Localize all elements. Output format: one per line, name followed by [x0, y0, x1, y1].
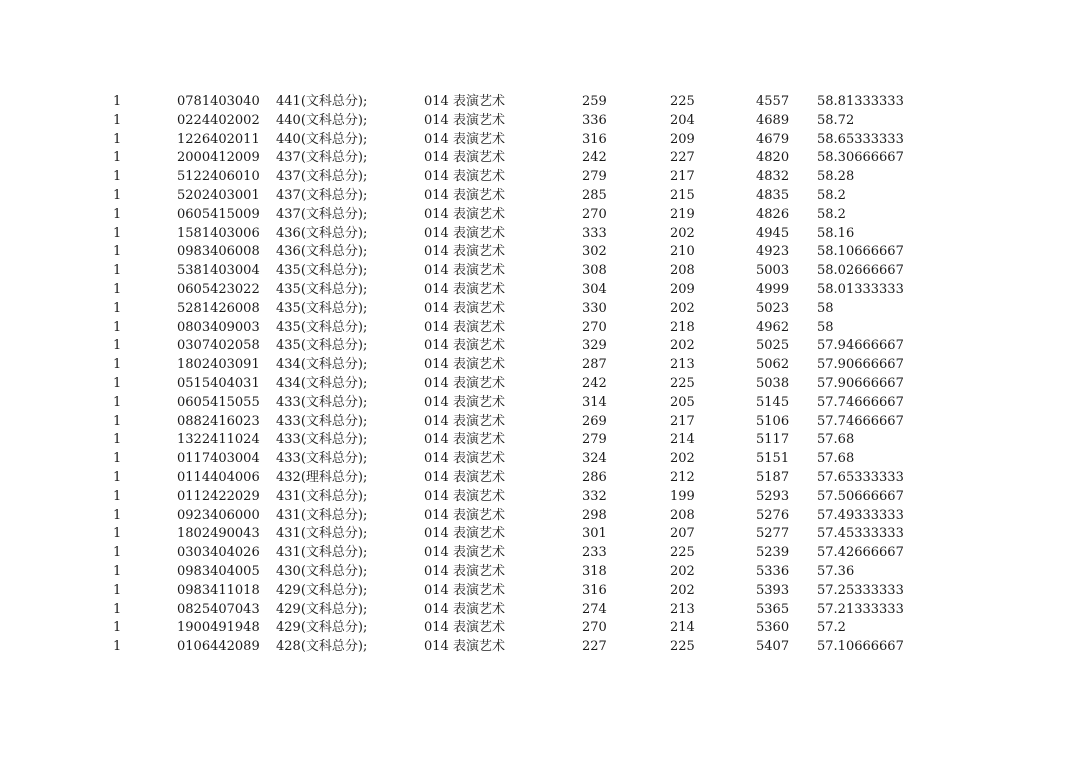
total-score-cell: 434(文科总分); — [276, 357, 368, 373]
subject-score-1-cell: 287 — [582, 357, 607, 373]
candidate-id-cell: 0605415055 — [177, 394, 260, 410]
composite-score-cell: 58.81333333 — [817, 94, 904, 109]
rank-cell: 5393 — [756, 582, 790, 598]
rank-cell: 5106 — [756, 413, 790, 429]
score-table — [0, 93, 1080, 657]
total-score-cell: 440(文科总分); — [276, 131, 368, 147]
subject-score-1-cell: 301 — [582, 526, 607, 542]
candidate-id-cell: 2000412009 — [177, 150, 260, 166]
subject-score-1-cell: 227 — [582, 639, 607, 655]
candidate-id-cell: 1322411024 — [177, 432, 260, 448]
composite-score-cell: 57.42666667 — [817, 545, 904, 561]
subject-score-1-cell: 270 — [582, 319, 607, 335]
total-score-cell: 436(文科总分); — [276, 225, 368, 241]
rank-cell: 5293 — [756, 488, 790, 504]
table-row — [0, 488, 1080, 507]
major-cell: 014 表演艺术 — [424, 112, 505, 128]
candidate-id-cell: 0983406008 — [177, 244, 260, 260]
composite-score-cell: 57.68 — [817, 451, 855, 467]
candidate-id-cell: 0307402058 — [177, 338, 260, 354]
total-score-cell: 431(文科总分); — [276, 545, 368, 561]
subject-score-2-cell: 217 — [670, 169, 695, 185]
candidate-id-cell: 5122406010 — [177, 169, 260, 185]
subject-score-1-cell: 329 — [582, 338, 607, 354]
row-index-cell: 1 — [113, 150, 122, 166]
subject-score-1-cell: 316 — [582, 131, 607, 147]
row-index-cell: 1 — [113, 563, 122, 579]
rank-cell: 5145 — [756, 394, 790, 410]
subject-score-2-cell: 225 — [670, 94, 695, 109]
total-score-cell: 435(文科总分); — [276, 338, 368, 354]
major-cell: 014 表演艺术 — [424, 225, 505, 241]
rank-cell: 5003 — [756, 263, 790, 279]
subject-score-1-cell: 233 — [582, 545, 607, 561]
candidate-id-cell: 1802490043 — [177, 526, 260, 542]
rank-cell: 4835 — [756, 187, 790, 203]
table-row — [0, 225, 1080, 244]
table-row — [0, 93, 1080, 112]
subject-score-1-cell: 279 — [582, 169, 607, 185]
total-score-cell: 435(文科总分); — [276, 281, 368, 297]
candidate-id-cell: 1802403091 — [177, 357, 260, 373]
composite-score-cell: 57.2 — [817, 620, 846, 636]
candidate-id-cell: 0983404005 — [177, 563, 260, 579]
candidate-id-cell: 0803409003 — [177, 319, 260, 335]
composite-score-cell: 57.50666667 — [817, 488, 904, 504]
total-score-cell: 434(文科总分); — [276, 375, 368, 391]
subject-score-2-cell: 205 — [670, 394, 695, 410]
composite-score-cell: 57.74666667 — [817, 413, 904, 429]
total-score-cell: 431(文科总分); — [276, 507, 368, 523]
total-score-cell: 433(文科总分); — [276, 394, 368, 410]
major-cell: 014 表演艺术 — [424, 639, 505, 655]
composite-score-cell: 58.01333333 — [817, 281, 904, 297]
candidate-id-cell: 5381403004 — [177, 263, 260, 279]
subject-score-2-cell: 202 — [670, 338, 695, 354]
table-row — [0, 469, 1080, 488]
rank-cell: 5277 — [756, 526, 790, 542]
candidate-id-cell: 0117403004 — [177, 451, 260, 467]
rank-cell: 4826 — [756, 206, 790, 222]
subject-score-1-cell: 314 — [582, 394, 607, 410]
major-cell: 014 表演艺术 — [424, 507, 505, 523]
candidate-id-cell: 0781403040 — [177, 94, 260, 109]
composite-score-cell: 57.25333333 — [817, 582, 904, 598]
subject-score-1-cell: 298 — [582, 507, 607, 523]
table-row — [0, 168, 1080, 187]
subject-score-2-cell: 208 — [670, 507, 695, 523]
candidate-id-cell: 1226402011 — [177, 131, 260, 147]
rank-cell: 5062 — [756, 357, 790, 373]
composite-score-cell: 57.90666667 — [817, 375, 904, 391]
subject-score-2-cell: 209 — [670, 281, 695, 297]
table-row — [0, 582, 1080, 601]
subject-score-2-cell: 212 — [670, 469, 695, 485]
composite-score-cell: 57.74666667 — [817, 394, 904, 410]
subject-score-1-cell: 259 — [582, 94, 607, 109]
candidate-id-cell: 0515404031 — [177, 375, 260, 391]
major-cell: 014 表演艺术 — [424, 413, 505, 429]
major-cell: 014 表演艺术 — [424, 319, 505, 335]
major-cell: 014 表演艺术 — [424, 488, 505, 504]
candidate-id-cell: 0923406000 — [177, 507, 260, 523]
total-score-cell: 431(文科总分); — [276, 526, 368, 542]
candidate-id-cell: 0605415009 — [177, 206, 260, 222]
table-row — [0, 431, 1080, 450]
composite-score-cell: 58 — [817, 319, 834, 335]
total-score-cell: 437(文科总分); — [276, 169, 368, 185]
subject-score-1-cell: 274 — [582, 601, 607, 617]
composite-score-cell: 57.36 — [817, 563, 855, 579]
rank-cell: 4689 — [756, 112, 790, 128]
subject-score-1-cell: 332 — [582, 488, 607, 504]
row-index-cell: 1 — [113, 601, 122, 617]
total-score-cell: 432(理科总分); — [276, 469, 368, 485]
rank-cell: 5023 — [756, 300, 790, 316]
table-row — [0, 112, 1080, 131]
major-cell: 014 表演艺术 — [424, 150, 505, 166]
subject-score-1-cell: 242 — [582, 375, 607, 391]
candidate-id-cell: 1581403006 — [177, 225, 260, 241]
major-cell: 014 表演艺术 — [424, 620, 505, 636]
subject-score-2-cell: 217 — [670, 413, 695, 429]
row-index-cell: 1 — [113, 281, 122, 297]
composite-score-cell: 57.49333333 — [817, 507, 904, 523]
row-index-cell: 1 — [113, 526, 122, 542]
major-cell: 014 表演艺术 — [424, 357, 505, 373]
table-row — [0, 187, 1080, 206]
total-score-cell: 435(文科总分); — [276, 263, 368, 279]
major-cell: 014 表演艺术 — [424, 169, 505, 185]
major-cell: 014 表演艺术 — [424, 375, 505, 391]
subject-score-2-cell: 213 — [670, 357, 695, 373]
subject-score-2-cell: 199 — [670, 488, 695, 504]
total-score-cell: 433(文科总分); — [276, 413, 368, 429]
total-score-cell: 429(文科总分); — [276, 601, 368, 617]
row-index-cell: 1 — [113, 206, 122, 222]
major-cell: 014 表演艺术 — [424, 281, 505, 297]
major-cell: 014 表演艺术 — [424, 206, 505, 222]
table-row — [0, 206, 1080, 225]
table-row — [0, 319, 1080, 338]
composite-score-cell: 58.10666667 — [817, 244, 904, 260]
candidate-id-cell: 0605423022 — [177, 281, 260, 297]
row-index-cell: 1 — [113, 94, 122, 109]
subject-score-2-cell: 214 — [670, 432, 695, 448]
major-cell: 014 表演艺术 — [424, 526, 505, 542]
major-cell: 014 表演艺术 — [424, 582, 505, 598]
table-row — [0, 450, 1080, 469]
rank-cell: 4679 — [756, 131, 790, 147]
subject-score-1-cell: 304 — [582, 281, 607, 297]
row-index-cell: 1 — [113, 112, 122, 128]
row-index-cell: 1 — [113, 187, 122, 203]
candidate-id-cell: 0983411018 — [177, 582, 260, 598]
rank-cell: 5025 — [756, 338, 790, 354]
rank-cell: 4962 — [756, 319, 790, 335]
subject-score-1-cell: 333 — [582, 225, 607, 241]
subject-score-1-cell: 270 — [582, 620, 607, 636]
major-cell: 014 表演艺术 — [424, 451, 505, 467]
rank-cell: 5038 — [756, 375, 790, 391]
major-cell: 014 表演艺术 — [424, 300, 505, 316]
rank-cell: 5365 — [756, 601, 790, 617]
row-index-cell: 1 — [113, 639, 122, 655]
subject-score-2-cell: 227 — [670, 150, 695, 166]
composite-score-cell: 58.72 — [817, 112, 855, 128]
row-index-cell: 1 — [113, 432, 122, 448]
composite-score-cell: 57.68 — [817, 432, 855, 448]
row-index-cell: 1 — [113, 413, 122, 429]
row-index-cell: 1 — [113, 375, 122, 391]
table-row — [0, 356, 1080, 375]
subject-score-1-cell: 316 — [582, 582, 607, 598]
rank-cell: 5187 — [756, 469, 790, 485]
major-cell: 014 表演艺术 — [424, 601, 505, 617]
total-score-cell: 429(文科总分); — [276, 620, 368, 636]
subject-score-2-cell: 208 — [670, 263, 695, 279]
total-score-cell: 435(文科总分); — [276, 300, 368, 316]
subject-score-2-cell: 210 — [670, 244, 695, 260]
table-row — [0, 243, 1080, 262]
row-index-cell: 1 — [113, 319, 122, 335]
row-index-cell: 1 — [113, 582, 122, 598]
table-row — [0, 507, 1080, 526]
subject-score-1-cell: 279 — [582, 432, 607, 448]
total-score-cell: 437(文科总分); — [276, 206, 368, 222]
subject-score-2-cell: 202 — [670, 225, 695, 241]
total-score-cell: 437(文科总分); — [276, 150, 368, 166]
total-score-cell: 431(文科总分); — [276, 488, 368, 504]
table-row — [0, 638, 1080, 657]
candidate-id-cell: 0882416023 — [177, 413, 260, 429]
major-cell: 014 表演艺术 — [424, 545, 505, 561]
total-score-cell: 440(文科总分); — [276, 112, 368, 128]
composite-score-cell: 58.28 — [817, 169, 855, 185]
subject-score-2-cell: 225 — [670, 639, 695, 655]
composite-score-cell: 57.10666667 — [817, 639, 904, 655]
composite-score-cell: 58.2 — [817, 187, 846, 203]
table-row — [0, 300, 1080, 319]
candidate-id-cell: 0114404006 — [177, 469, 260, 485]
composite-score-cell: 57.21333333 — [817, 601, 904, 617]
row-index-cell: 1 — [113, 169, 122, 185]
total-score-cell: 429(文科总分); — [276, 582, 368, 598]
row-index-cell: 1 — [113, 225, 122, 241]
subject-score-1-cell: 302 — [582, 244, 607, 260]
rank-cell: 5276 — [756, 507, 790, 523]
subject-score-1-cell: 242 — [582, 150, 607, 166]
table-row — [0, 375, 1080, 394]
candidate-id-cell: 0112422029 — [177, 488, 260, 504]
subject-score-2-cell: 202 — [670, 300, 695, 316]
rank-cell: 5407 — [756, 639, 790, 655]
table-row — [0, 525, 1080, 544]
table-row — [0, 563, 1080, 582]
total-score-cell: 433(文科总分); — [276, 451, 368, 467]
row-index-cell: 1 — [113, 263, 122, 279]
row-index-cell: 1 — [113, 545, 122, 561]
row-index-cell: 1 — [113, 488, 122, 504]
row-index-cell: 1 — [113, 300, 122, 316]
table-row — [0, 337, 1080, 356]
candidate-id-cell: 1900491948 — [177, 620, 260, 636]
major-cell: 014 表演艺术 — [424, 469, 505, 485]
major-cell: 014 表演艺术 — [424, 394, 505, 410]
major-cell: 014 表演艺术 — [424, 244, 505, 260]
subject-score-2-cell: 202 — [670, 582, 695, 598]
subject-score-2-cell: 218 — [670, 319, 695, 335]
rank-cell: 5117 — [756, 432, 790, 448]
major-cell: 014 表演艺术 — [424, 131, 505, 147]
rank-cell: 5239 — [756, 545, 790, 561]
total-score-cell: 430(文科总分); — [276, 563, 368, 579]
subject-score-1-cell: 318 — [582, 563, 607, 579]
subject-score-2-cell: 225 — [670, 375, 695, 391]
subject-score-2-cell: 202 — [670, 563, 695, 579]
composite-score-cell: 57.94666667 — [817, 338, 904, 354]
subject-score-1-cell: 330 — [582, 300, 607, 316]
subject-score-1-cell: 324 — [582, 451, 607, 467]
composite-score-cell: 58.16 — [817, 225, 855, 241]
total-score-cell: 437(文科总分); — [276, 187, 368, 203]
subject-score-2-cell: 207 — [670, 526, 695, 542]
subject-score-2-cell: 225 — [670, 545, 695, 561]
table-row — [0, 281, 1080, 300]
major-cell: 014 表演艺术 — [424, 94, 505, 109]
composite-score-cell: 58.30666667 — [817, 150, 904, 166]
row-index-cell: 1 — [113, 338, 122, 354]
total-score-cell: 433(文科总分); — [276, 432, 368, 448]
composite-score-cell: 57.45333333 — [817, 526, 904, 542]
subject-score-1-cell: 270 — [582, 206, 607, 222]
major-cell: 014 表演艺术 — [424, 338, 505, 354]
composite-score-cell: 58 — [817, 300, 834, 316]
candidate-id-cell: 0106442089 — [177, 639, 260, 655]
candidate-id-cell: 0303404026 — [177, 545, 260, 561]
major-cell: 014 表演艺术 — [424, 563, 505, 579]
subject-score-2-cell: 215 — [670, 187, 695, 203]
subject-score-1-cell: 336 — [582, 112, 607, 128]
rank-cell: 4820 — [756, 150, 790, 166]
composite-score-cell: 57.90666667 — [817, 357, 904, 373]
row-index-cell: 1 — [113, 394, 122, 410]
candidate-id-cell: 5281426008 — [177, 300, 260, 316]
candidate-id-cell: 0825407043 — [177, 601, 260, 617]
table-row — [0, 149, 1080, 168]
rank-cell: 5336 — [756, 563, 790, 579]
subject-score-1-cell: 269 — [582, 413, 607, 429]
composite-score-cell: 58.65333333 — [817, 131, 904, 147]
subject-score-2-cell: 209 — [670, 131, 695, 147]
total-score-cell: 428(文科总分); — [276, 639, 368, 655]
major-cell: 014 表演艺术 — [424, 432, 505, 448]
table-row — [0, 394, 1080, 413]
rank-cell: 5151 — [756, 451, 790, 467]
major-cell: 014 表演艺术 — [424, 263, 505, 279]
row-index-cell: 1 — [113, 451, 122, 467]
row-index-cell: 1 — [113, 131, 122, 147]
table-row — [0, 544, 1080, 563]
total-score-cell: 436(文科总分); — [276, 244, 368, 260]
table-row — [0, 601, 1080, 620]
candidate-id-cell: 5202403001 — [177, 187, 260, 203]
major-cell: 014 表演艺术 — [424, 187, 505, 203]
rank-cell: 4557 — [756, 94, 790, 109]
row-index-cell: 1 — [113, 469, 122, 485]
total-score-cell: 435(文科总分); — [276, 319, 368, 335]
subject-score-1-cell: 286 — [582, 469, 607, 485]
composite-score-cell: 58.2 — [817, 206, 846, 222]
total-score-cell: 441(文科总分); — [276, 94, 368, 109]
composite-score-cell: 58.02666667 — [817, 263, 904, 279]
subject-score-1-cell: 285 — [582, 187, 607, 203]
row-index-cell: 1 — [113, 244, 122, 260]
rank-cell: 4999 — [756, 281, 790, 297]
candidate-id-cell: 0224402002 — [177, 112, 260, 128]
row-index-cell: 1 — [113, 357, 122, 373]
composite-score-cell: 57.65333333 — [817, 469, 904, 485]
rank-cell: 5360 — [756, 620, 790, 636]
rank-cell: 4832 — [756, 169, 790, 185]
subject-score-1-cell: 308 — [582, 263, 607, 279]
subject-score-2-cell: 214 — [670, 620, 695, 636]
table-row — [0, 619, 1080, 638]
subject-score-2-cell: 204 — [670, 112, 695, 128]
table-row — [0, 413, 1080, 432]
table-row — [0, 262, 1080, 281]
subject-score-2-cell: 202 — [670, 451, 695, 467]
rank-cell: 4945 — [756, 225, 790, 241]
table-row — [0, 131, 1080, 150]
subject-score-2-cell: 213 — [670, 601, 695, 617]
row-index-cell: 1 — [113, 620, 122, 636]
subject-score-2-cell: 219 — [670, 206, 695, 222]
row-index-cell: 1 — [113, 507, 122, 523]
rank-cell: 4923 — [756, 244, 790, 260]
